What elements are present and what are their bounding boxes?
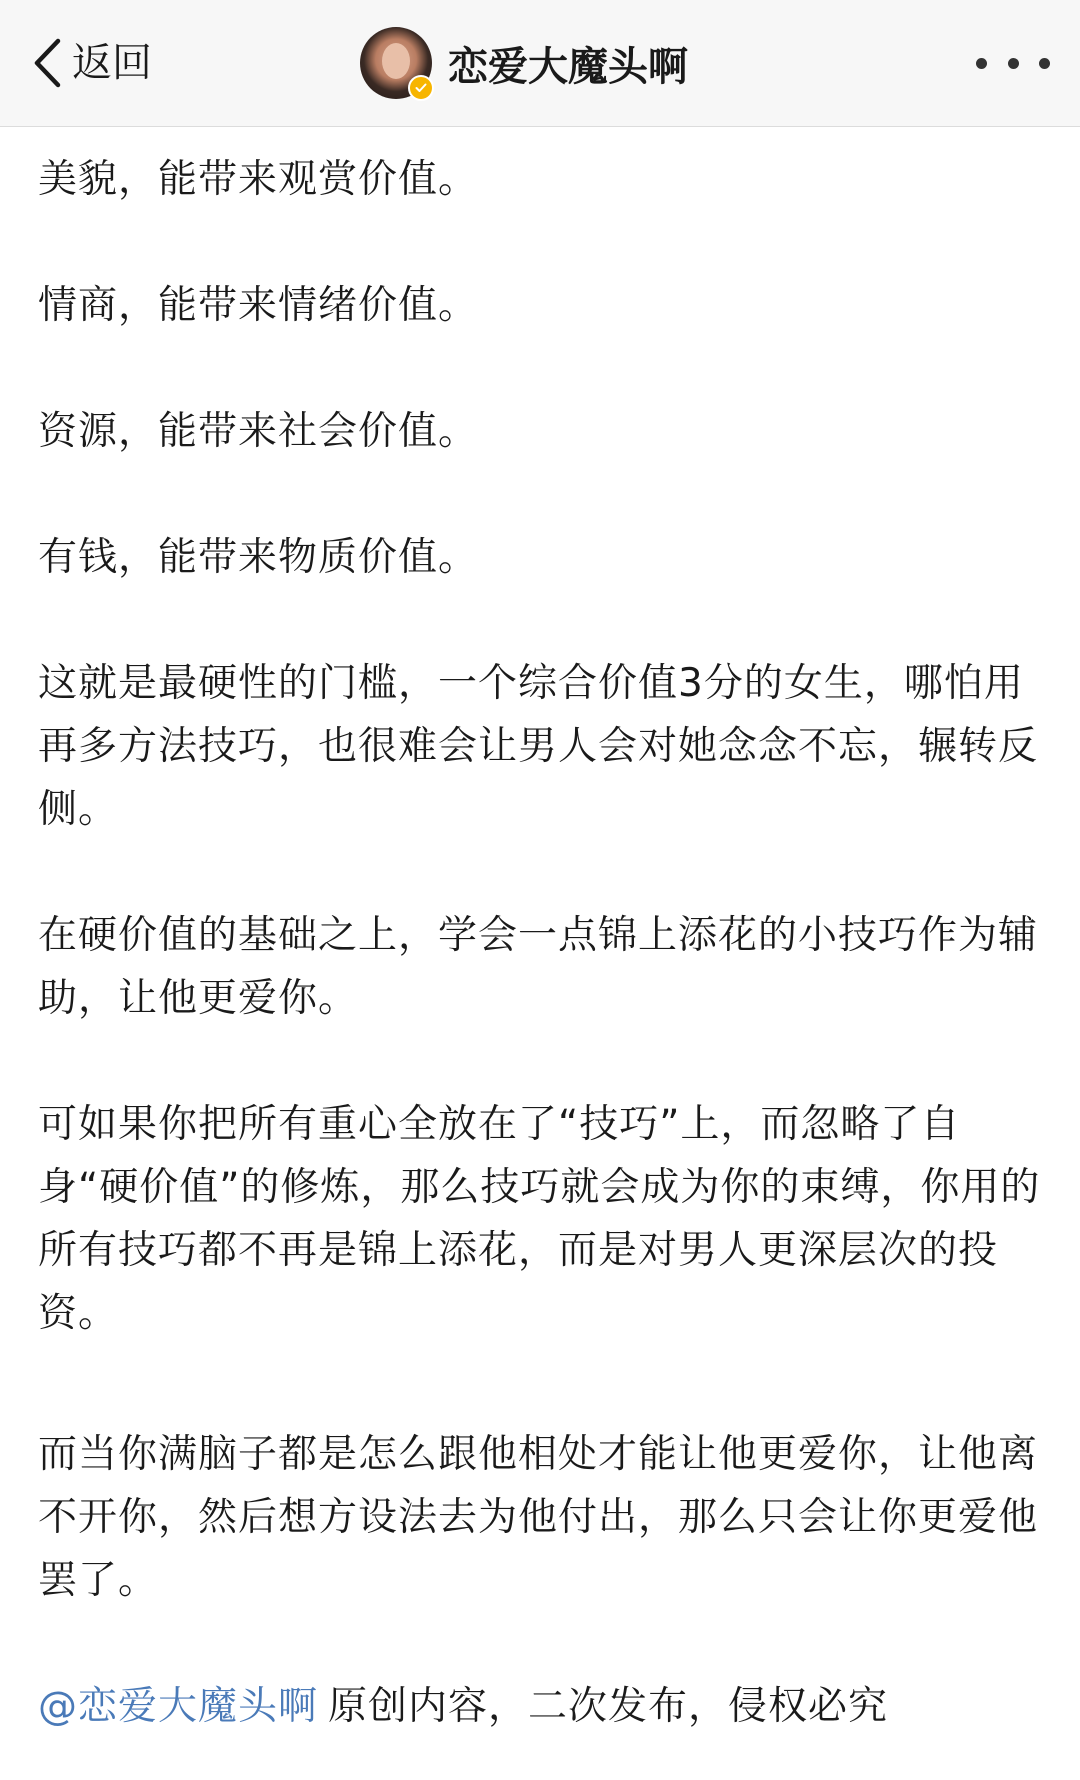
post-paragraph: 资源，能带来社会价值。	[38, 409, 479, 454]
post-paragraph: 在硬价值的基础之上，学会一点锦上添花的小技巧作为辅助，让他更爱你。	[38, 913, 1039, 1021]
post-paragraph: 美貌，能带来观赏价值。	[38, 157, 479, 202]
back-button[interactable]	[32, 32, 152, 94]
copyright-notice	[38, 1675, 1048, 1738]
more-dots-icon	[976, 58, 987, 69]
chevron-left-icon	[32, 38, 62, 88]
post-paragraph: 情商，能带来情绪价值。	[38, 283, 479, 328]
post-paragraph: 而当你满脑子都是怎么跟他相处才能让他更爱你，让他离不开你，然后想方设法去为他付出，那么只会让你更爱他罢了。	[38, 1432, 1039, 1603]
back-label: 返回	[72, 40, 152, 86]
avatar[interactable]	[360, 27, 432, 99]
account-header[interactable]	[360, 26, 688, 100]
page-title: 恋爱大魔头啊	[448, 43, 688, 90]
more-options-button[interactable]	[976, 48, 1050, 78]
copyright-text: 原创内容，二次发布，侵权必究	[328, 1684, 889, 1729]
more-dots-icon	[1008, 58, 1019, 69]
post-paragraph: 有钱，能带来物质价值。	[38, 535, 479, 580]
avatar-face	[382, 43, 410, 79]
post-paragraph: 可如果你把所有重心全放在了“技巧”上，而忽略了自身“硬价值”的修炼，那么技巧就会成为你的束缚，你用的所有技巧都不再是锦上添花，而是对男人更深层次的投资。	[38, 1102, 1041, 1336]
top-nav-bar	[0, 0, 1080, 127]
author-mention-link[interactable]: @恋爱大魔头啊	[38, 1684, 319, 1729]
more-dots-icon	[1039, 58, 1050, 69]
verified-badge-icon	[408, 75, 434, 101]
post-body	[38, 148, 1048, 1738]
post-paragraph: 这就是最硬性的门槛，一个综合价值3分的女生，哪怕用再多方法技巧，也很难会让男人会对她念念不忘，辗转反侧。	[38, 661, 1039, 832]
